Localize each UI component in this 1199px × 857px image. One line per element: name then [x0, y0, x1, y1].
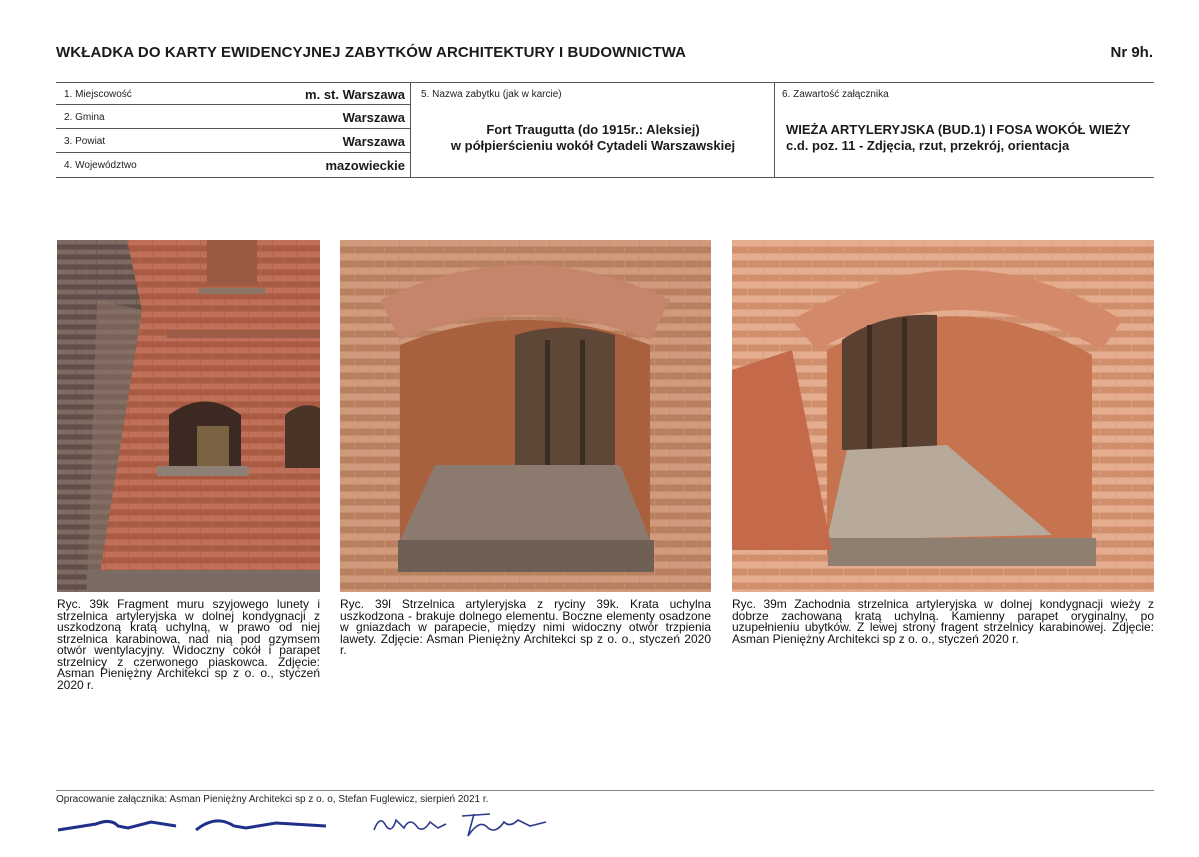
field-value-powiat: Warszawa — [342, 134, 405, 149]
monument-name-line1: Fort Traugutta (do 1915r.: Aleksiej) — [486, 122, 700, 137]
table-column-divider — [774, 82, 775, 178]
monument-name-label: 5. Nazwa zabytku (jak w karcie) — [421, 89, 562, 100]
sheet-number: Nr 9h. — [1110, 44, 1153, 61]
table-row-divider — [56, 128, 410, 129]
table-column-divider — [410, 82, 411, 178]
field-label-wojewodztwo: 4. Województwo — [64, 160, 137, 171]
document-title: WKŁADKA DO KARTY EWIDENCYJNEJ ZABYTKÓW ARCHITEKTURY I BUDOWNICTWA — [56, 44, 687, 61]
photo-caption-39k: Ryc. 39k Fragment muru szyjowego lunety i strzelnica artyleryjska w dolnej kondygnacji z uszkodzoną kratą uchylną, w prawo od niej strzelnica karabinowa, nad nią pod gzymsem otwór wentylacyjny. Widoczny cokół i parapet strzelnicy z czerwonego piaskowca. Zdjęcie: Asman Pieniężny Architekci sp z o. o., styczeń 2020 r. — [57, 597, 320, 692]
field-value-miejscowosc: m. st. Warszawa — [305, 87, 405, 102]
photo-caption-39l: Ryc. 39l Strzelnica artyleryjska z ryciny 39k. Krata uchylna uszkodzona - brakuje dolnego elementu. Boczne elementy osadzone w gniazdach w parapecie, między nimi widoczny otwór trzpienia lawety. Zdjęcie: Asman Pieniężny Architekci sp z o. o., styczeń 2020 r. — [340, 597, 711, 657]
photo-39k — [57, 240, 320, 592]
field-label-powiat: 3. Powiat — [64, 136, 106, 147]
photo-39l — [340, 240, 711, 592]
contents-label: 6. Zawartość załącznika — [782, 89, 889, 100]
photo-caption-39m: Ryc. 39m Zachodnia strzelnica artyleryjska w dolnej kondygnacji wieży z dobrze zachowaną kratą uchylną. Kamienny parapet oryginalny, po uzupełnieniu ubytków. Z lewej strony fragent strzelnicy karabinowej. Zdjęcie: Asman Pieniężny Architekci sp z o. o., styczeń 2020 r. — [732, 597, 1154, 646]
monument-name-line2: w półpierścieniu wokół Cytadeli Warszawskiej — [450, 138, 736, 153]
footer-divider — [56, 790, 1154, 791]
photo-39m — [732, 240, 1154, 592]
footer-credit: Opracowanie załącznika: Asman Pieniężny Architekci sp z o. o, Stefan Fuglewicz, sierpień 2021 r. — [56, 794, 489, 805]
field-label-miejscowosc: 1. Miejscowość — [64, 89, 132, 100]
table-bottom-border — [56, 177, 1154, 178]
table-row-divider — [56, 152, 410, 153]
field-value-wojewodztwo: mazowieckie — [325, 158, 405, 173]
field-value-gmina: Warszawa — [342, 110, 405, 125]
table-top-border — [56, 82, 1154, 83]
contents-line1: WIEŻA ARTYLERYJSKA (BUD.1) I FOSA WOKÓŁ WIEŻY — [786, 122, 1131, 137]
field-label-gmina: 2. Gmina — [64, 112, 105, 123]
table-row-divider — [56, 104, 410, 105]
handwritten-signature — [370, 806, 555, 840]
contents-line2: c.d. poz. 11 - Zdjęcia, rzut, przekrój, orientacja — [786, 138, 1070, 153]
stamp-signature-mark — [56, 808, 346, 838]
